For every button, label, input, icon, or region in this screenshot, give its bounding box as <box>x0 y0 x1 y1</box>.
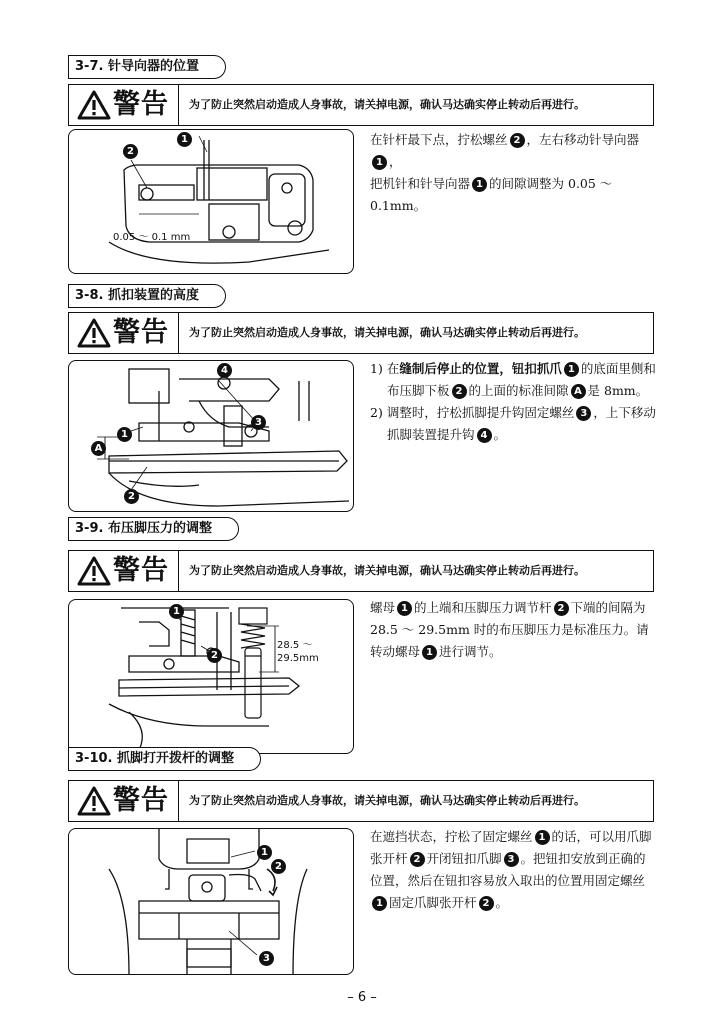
marker-2: 2 <box>207 648 222 663</box>
marker-2: 2 <box>510 133 525 148</box>
desc-text: 开闭钮扣爪脚 <box>426 851 502 866</box>
marker-2: 2 <box>452 384 467 399</box>
desc-text: 的话，可以用爪脚张开杆 <box>370 829 652 866</box>
figure-needle-guard <box>68 129 354 274</box>
section-description <box>370 826 658 914</box>
marker-1: 1 <box>177 132 192 147</box>
desc-text: 在 <box>386 361 400 376</box>
marker-4: 4 <box>477 428 492 443</box>
clamp-lever-diagram <box>69 829 354 975</box>
desc-text: ，上下移动抓脚装置提升钩 <box>387 405 656 442</box>
marker-1: 1 <box>472 177 487 192</box>
marker-3: 3 <box>504 852 519 867</box>
warning-triangle-icon <box>77 786 111 816</box>
warning-label <box>69 551 179 591</box>
desc-text: 的底面里侧和布压脚下板 <box>387 361 656 398</box>
warning-word: 警告 <box>113 317 169 348</box>
desc-text: 的间隙调整为 0.05 ～ 0.1mm。 <box>370 176 613 213</box>
warning-box <box>68 550 654 592</box>
list-number: 1) <box>370 361 383 376</box>
needle-guard-diagram <box>69 130 354 274</box>
desc-text: 螺母 <box>370 600 396 615</box>
marker-3: 3 <box>259 951 274 966</box>
section-description <box>370 358 658 446</box>
warning-text: 为了防止突然启动造成人身事故，请关掉电源，确认马达确实停止转动后再进行。 <box>189 98 585 111</box>
warning-word: 警告 <box>113 89 169 120</box>
page-number: – 6 – <box>347 990 377 1005</box>
marker-a: A <box>571 384 586 399</box>
marker-1: 1 <box>169 604 184 619</box>
marker-2: 2 <box>554 601 569 616</box>
section-title: 3-9. 布压脚压力的调整 <box>68 517 239 541</box>
warning-word: 警告 <box>113 785 169 816</box>
warning-label <box>69 85 179 125</box>
marker-1: 1 <box>372 896 387 911</box>
warning-word: 警告 <box>113 555 169 586</box>
warning-box <box>68 84 654 126</box>
desc-text: 。 <box>495 895 509 910</box>
warning-box <box>68 780 654 822</box>
desc-text: 把机针和针导向器 <box>370 176 471 191</box>
marker-3: 3 <box>251 415 266 430</box>
section-title: 3-10. 抓脚打开拨杆的调整 <box>68 747 261 771</box>
desc-text: 在遮挡状态，拧松了固定螺丝 <box>370 829 533 844</box>
warning-text: 为了防止突然启动造成人身事故，请关掉电源，确认马达确实停止转动后再进行。 <box>189 794 585 807</box>
gap-dimension-label: 0.05 ～ 0.1 mm <box>113 232 191 243</box>
marker-1: 1 <box>397 601 412 616</box>
warning-text: 为了防止突然启动造成人身事故，请关掉电源，确认马达确实停止转动后再进行。 <box>189 326 585 339</box>
desc-text: 下端的间隔为 28.5 ～ 29.5mm 时的布压脚压力是标准压力。请转动螺母 <box>370 600 649 659</box>
desc-text: 固定爪脚张开杆 <box>389 895 477 910</box>
desc-bold-text: 缝制后停止的位置，钮扣抓爪 <box>399 361 562 376</box>
marker-2: 2 <box>479 896 494 911</box>
warning-label <box>69 781 179 821</box>
marker-1: 1 <box>372 155 387 170</box>
dimension-label-min: 28.5 ～ <box>277 640 313 651</box>
marker-2: 2 <box>123 144 138 159</box>
marker-1: 1 <box>257 845 272 860</box>
marker-1: 1 <box>535 830 550 845</box>
desc-text: 调整时，拧松抓脚提升钩固定螺丝 <box>386 405 575 420</box>
desc-text: 的上端和压脚压力调节杆 <box>414 600 552 615</box>
warning-triangle-icon <box>77 318 111 348</box>
warning-triangle-icon <box>77 556 111 586</box>
warning-triangle-icon <box>77 90 111 120</box>
desc-text: 的上面的标准间隙 <box>468 383 569 398</box>
marker-1: 1 <box>422 645 437 660</box>
dimension-label-max: 29.5mm <box>277 653 319 664</box>
desc-text: ，左右移动针导向器 <box>526 132 640 147</box>
desc-text: 。把钮扣安放到正确的位置，然后在钮扣容易放入取出的位置用固定螺丝 <box>370 851 646 888</box>
marker-2: 2 <box>271 859 286 874</box>
marker-3: 3 <box>576 406 591 421</box>
list-number: 2) <box>370 405 383 420</box>
marker-4: 4 <box>217 363 232 378</box>
figure-presser-pressure <box>68 599 354 754</box>
desc-text: 在针杆最下点，拧松螺丝 <box>370 132 508 147</box>
warning-label <box>69 313 179 353</box>
presser-pressure-diagram <box>69 600 354 754</box>
section-title: 3-7. 针导向器的位置 <box>68 55 226 79</box>
warning-text: 为了防止突然启动造成人身事故，请关掉电源，确认马达确实停止转动后再进行。 <box>189 564 585 577</box>
section-description <box>370 129 658 217</box>
section-description <box>370 597 658 663</box>
marker-2: 2 <box>124 489 139 504</box>
section-title: 3-8. 抓扣装置的高度 <box>68 284 226 308</box>
desc-text: 是 8mm。 <box>587 383 649 398</box>
figure-button-clamp <box>68 360 354 512</box>
marker-1: 1 <box>564 362 579 377</box>
desc-text: 进行调节。 <box>439 644 502 659</box>
warning-box <box>68 312 654 354</box>
marker-1: 1 <box>117 427 132 442</box>
desc-text: 。 <box>493 427 507 442</box>
marker-a: A <box>91 441 106 456</box>
marker-2: 2 <box>410 852 425 867</box>
desc-text: ， <box>389 154 402 169</box>
button-clamp-diagram <box>69 361 354 512</box>
figure-clamp-lever <box>68 828 354 975</box>
